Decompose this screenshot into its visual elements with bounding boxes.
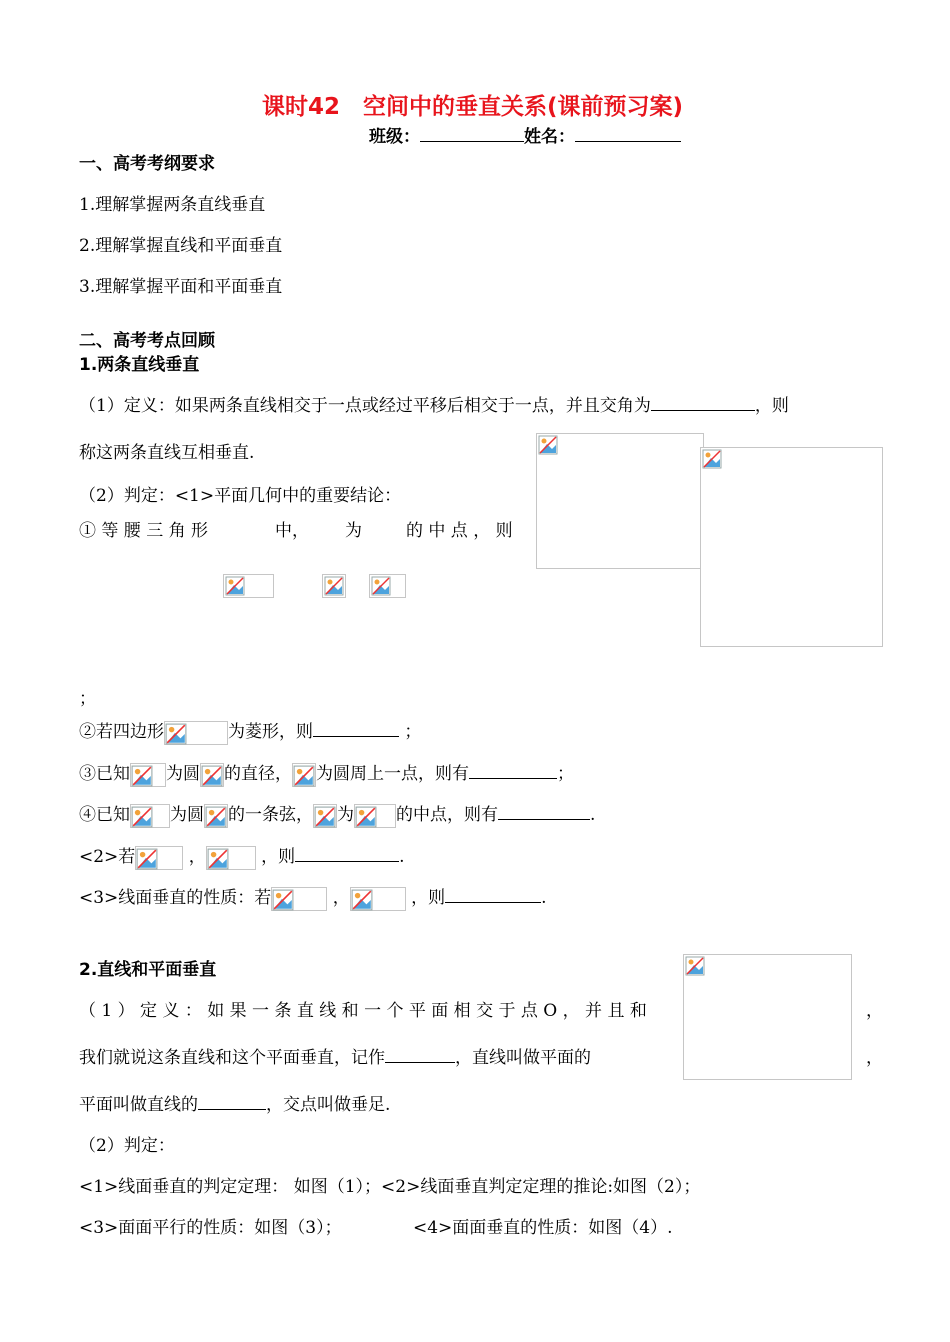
item3-text-a: <3>线面垂直的性质：若 [79, 888, 272, 908]
broken-image-icon [293, 765, 315, 787]
broken-image-icon [351, 889, 373, 911]
rule4-line [79, 800, 595, 828]
outline-item-1: 1.理解掌握两条直线垂直 [79, 195, 266, 215]
class-name-line [369, 122, 681, 147]
name-label: 姓名： [524, 127, 575, 147]
formula-image [200, 763, 224, 787]
item3-text-b: ， [332, 888, 350, 908]
rule4-blank[interactable] [498, 801, 590, 820]
broken-image-icon [355, 806, 377, 828]
item3-text-d: . [541, 888, 547, 908]
formula-image [206, 846, 256, 870]
formula-image [135, 846, 183, 870]
angle-blank[interactable] [651, 392, 755, 411]
formula-image [322, 574, 346, 598]
broken-image-icon [131, 806, 153, 828]
definition-line-3-end: ，交点叫做垂足. [266, 1095, 391, 1115]
rule1-zhong: 中， [275, 521, 309, 541]
judgment-line-2a: <3>面面平行的性质：如图（3）； [79, 1218, 342, 1238]
outline-item-3: 3.理解掌握平面和平面垂直 [79, 277, 283, 297]
rule3-text-b: 为圆 [166, 764, 200, 784]
rule1-semicolon: ； [79, 689, 96, 709]
formula-image [223, 574, 274, 598]
rule4-text-d: 为 [337, 805, 354, 825]
definition-comma-2: ， [866, 1048, 883, 1068]
item3-text-c: ，则 [411, 888, 446, 908]
page-title: 课时42 空间中的垂直关系(课前预习案) [262, 94, 684, 120]
notation-blank[interactable] [385, 1044, 455, 1063]
outline-item-2: 2.理解掌握直线和平面垂直 [79, 236, 283, 256]
broken-image-icon [314, 806, 336, 828]
judgment-heading-2: （2）判定： [79, 1136, 175, 1156]
broken-image-icon [538, 435, 558, 455]
rule3-blank[interactable] [469, 760, 557, 779]
broken-image-icon [201, 765, 223, 787]
rule4-text-e: 的中点，则有 [396, 805, 498, 825]
definition-line [79, 391, 789, 416]
rule1-wei: 为 [345, 521, 362, 541]
judgment-line-2b: <4>面面垂直的性质：如图（4）. [413, 1218, 673, 1238]
broken-image-icon [371, 576, 391, 596]
item2-text-b: ， [188, 847, 206, 867]
subsection2-heading: 2.直线和平面垂直 [79, 960, 217, 980]
rule3-text-e: ； [557, 764, 574, 784]
judgment-heading: （2）判定：<1>平面几何中的重要结论： [79, 486, 402, 506]
line-plane-definition: （ 1 ） 定 义 ： 如 果 一 条 直 线 和 一 个 平 面 相 交 于 点 O ， 并 且 和 [79, 1001, 647, 1021]
section2-heading: 二、高考考点回顾 [79, 331, 215, 351]
formula-image [313, 804, 337, 828]
class-label: 班级： [369, 127, 420, 147]
broken-image-icon [702, 449, 722, 469]
broken-image-icon [131, 765, 153, 787]
perpendicular-blank[interactable] [198, 1091, 266, 1110]
broken-image-icon [207, 848, 229, 870]
definition-continuation: 称这两条直线互相垂直. [79, 443, 255, 463]
definition-line-2 [79, 1043, 591, 1068]
rule1-end: 的 中 点 ， 则 [406, 521, 513, 541]
item2-line [79, 842, 405, 870]
formula-image [164, 721, 228, 745]
rule2-blank[interactable] [313, 718, 399, 737]
formula-image [292, 763, 316, 787]
rule3-text-a: ③已知 [79, 764, 130, 784]
figure-image-1 [536, 433, 704, 569]
rule3-text-c: 的直径， [224, 764, 292, 784]
rule4-text-a: ④已知 [79, 805, 130, 825]
broken-image-icon [225, 576, 245, 596]
definition-text: （1）定义：如果两条直线相交于一点或经过平移后相交于一点，并且交角为 [79, 396, 651, 416]
item3-blank[interactable] [445, 884, 541, 903]
formula-image [271, 887, 327, 911]
item2-blank[interactable] [295, 843, 399, 862]
rule4-text-b: 为圆 [170, 805, 204, 825]
rule2-text-a: ②若四边形 [79, 722, 164, 742]
broken-image-icon [136, 848, 158, 870]
broken-image-icon [272, 889, 294, 911]
rule3-text-d: 为圆周上一点，则有 [316, 764, 469, 784]
figure-image-2 [700, 447, 883, 647]
broken-image-icon [165, 723, 187, 745]
class-blank[interactable] [420, 123, 524, 142]
definition-line-2-end: ，直线叫做平面的 [455, 1048, 591, 1068]
formula-image [350, 887, 406, 911]
broken-image-icon [205, 806, 227, 828]
formula-image [130, 804, 170, 828]
figure-image-3 [683, 954, 852, 1080]
section1-heading: 一、高考考纲要求 [79, 154, 215, 174]
definition-line-3-text: 平面叫做直线的 [79, 1095, 198, 1115]
rule2-text-c: ； [404, 722, 422, 742]
rule4-text-f: . [590, 805, 596, 825]
definition-line-3 [79, 1090, 390, 1115]
definition-line-2-text: 我们就说这条直线和这个平面垂直，记作 [79, 1048, 385, 1068]
rule3-line [79, 759, 574, 787]
rule4-text-c: 的一条弦， [228, 805, 313, 825]
item2-text-d: . [399, 847, 405, 867]
rule2-text-b: 为菱形，则 [228, 722, 313, 742]
definition-text-end: ，则 [754, 396, 789, 416]
definition-comma-1: ， [866, 1001, 883, 1021]
broken-image-icon [324, 576, 344, 596]
judgment-line-1: <1>线面垂直的判定定理： 如图（1）；<2>线面垂直判定定理的推论:如图（2）； [79, 1177, 701, 1197]
formula-image [354, 804, 396, 828]
broken-image-icon [685, 956, 705, 976]
rule1-start: ① 等 腰 三 角 形 [79, 521, 209, 541]
formula-image [204, 804, 228, 828]
item2-text-c: ，则 [261, 847, 296, 867]
name-blank[interactable] [575, 123, 681, 142]
subsection1-heading: 1.两条直线垂直 [79, 355, 200, 375]
rule2-line [79, 717, 421, 745]
formula-image [369, 574, 406, 598]
formula-image [130, 763, 166, 787]
item2-text-a: <2>若 [79, 847, 136, 867]
item3-line [79, 883, 547, 911]
